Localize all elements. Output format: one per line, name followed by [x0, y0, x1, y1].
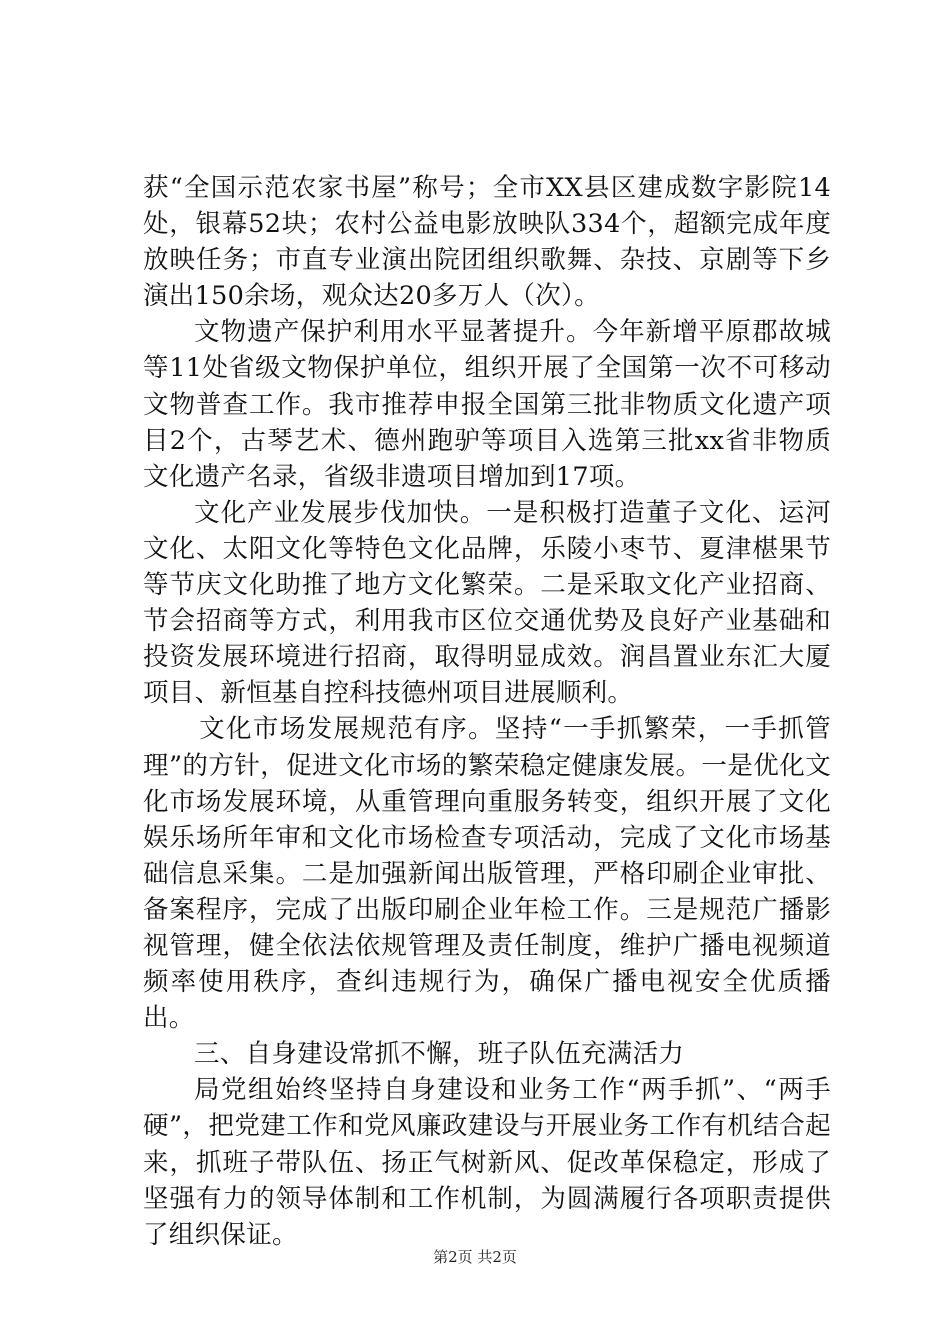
- document-body: [143, 170, 831, 1253]
- paragraph-cultural-industry: 文化产业发展步伐加快。一是积极打造董子文化、运河文化、太阳文化等特色文化品牌，乐陵小枣节、夏津椹果节等节庆文化助推了地方文化繁荣。二是采取文化产业招商、节会招商等方式，利用我市区位交通优势及良好产业基础和投资发展环境进行招商，取得明显成效。润昌置业东汇大厦项目、新恒基自控科技德州项目进展顺利。: [143, 497, 831, 709]
- paragraph-cultural-heritage: 文物遗产保护利用水平显著提升。今年新增平原郡故城等11处省级文物保护单位，组织开展了全国第一次不可移动文物普查工作。我市推荐申报全国第三批非物质文化遗产项目2个，古琴艺术、德州跑驴等项目入选第三批xx省非物质文化遗产名录，省级非遗项目增加到17项。: [143, 317, 831, 492]
- paragraph-party-building: 局党组始终坚持自身建设和业务工作“两手抓”、“两手硬”，把党建工作和党风廉政建设与开展业务工作有机结合起来，抓班子带队伍、扬正气树新风、促改革保稳定，形成了坚强有力的领导体制和工作机制，为圆满履行各项职责提供了组织保证。: [143, 1075, 831, 1250]
- paragraph-continued: 获“全国示范农家书屋”称号；全市XX县区建成数字影院14处，银幕52块；农村公益电影放映队334个，超额完成年度放映任务；市直专业演出院团组织歌舞、杂技、京剧等下乡演出150余场，观众达20多万人（次）。: [143, 173, 831, 312]
- section-heading: 三、自身建设常抓不懈，班子队伍充满活力: [194, 1039, 685, 1070]
- page-number-footer: 第2页 共2页: [433, 1248, 517, 1266]
- paragraph-cultural-market: 文化市场发展规范有序。坚持“一手抓繁荣，一手抓管理”的方针，促进文化市场的繁荣稳定健康发展。一是优化文化市场发展环境，从重管理向重服务转变，组织开展了文化娱乐场所年审和文化市场检查专项活动，完成了文化市场基础信息采集。二是加强新闻出版管理，严格印刷企业审批、备案程序，完成了出版印刷企业年检工作。三是规范广播影视管理，健全依法依规管理及责任制度，维护广播电视频道频率使用秩序，查纠违规行为，确保广播电视安全优质播出。: [143, 714, 831, 1034]
